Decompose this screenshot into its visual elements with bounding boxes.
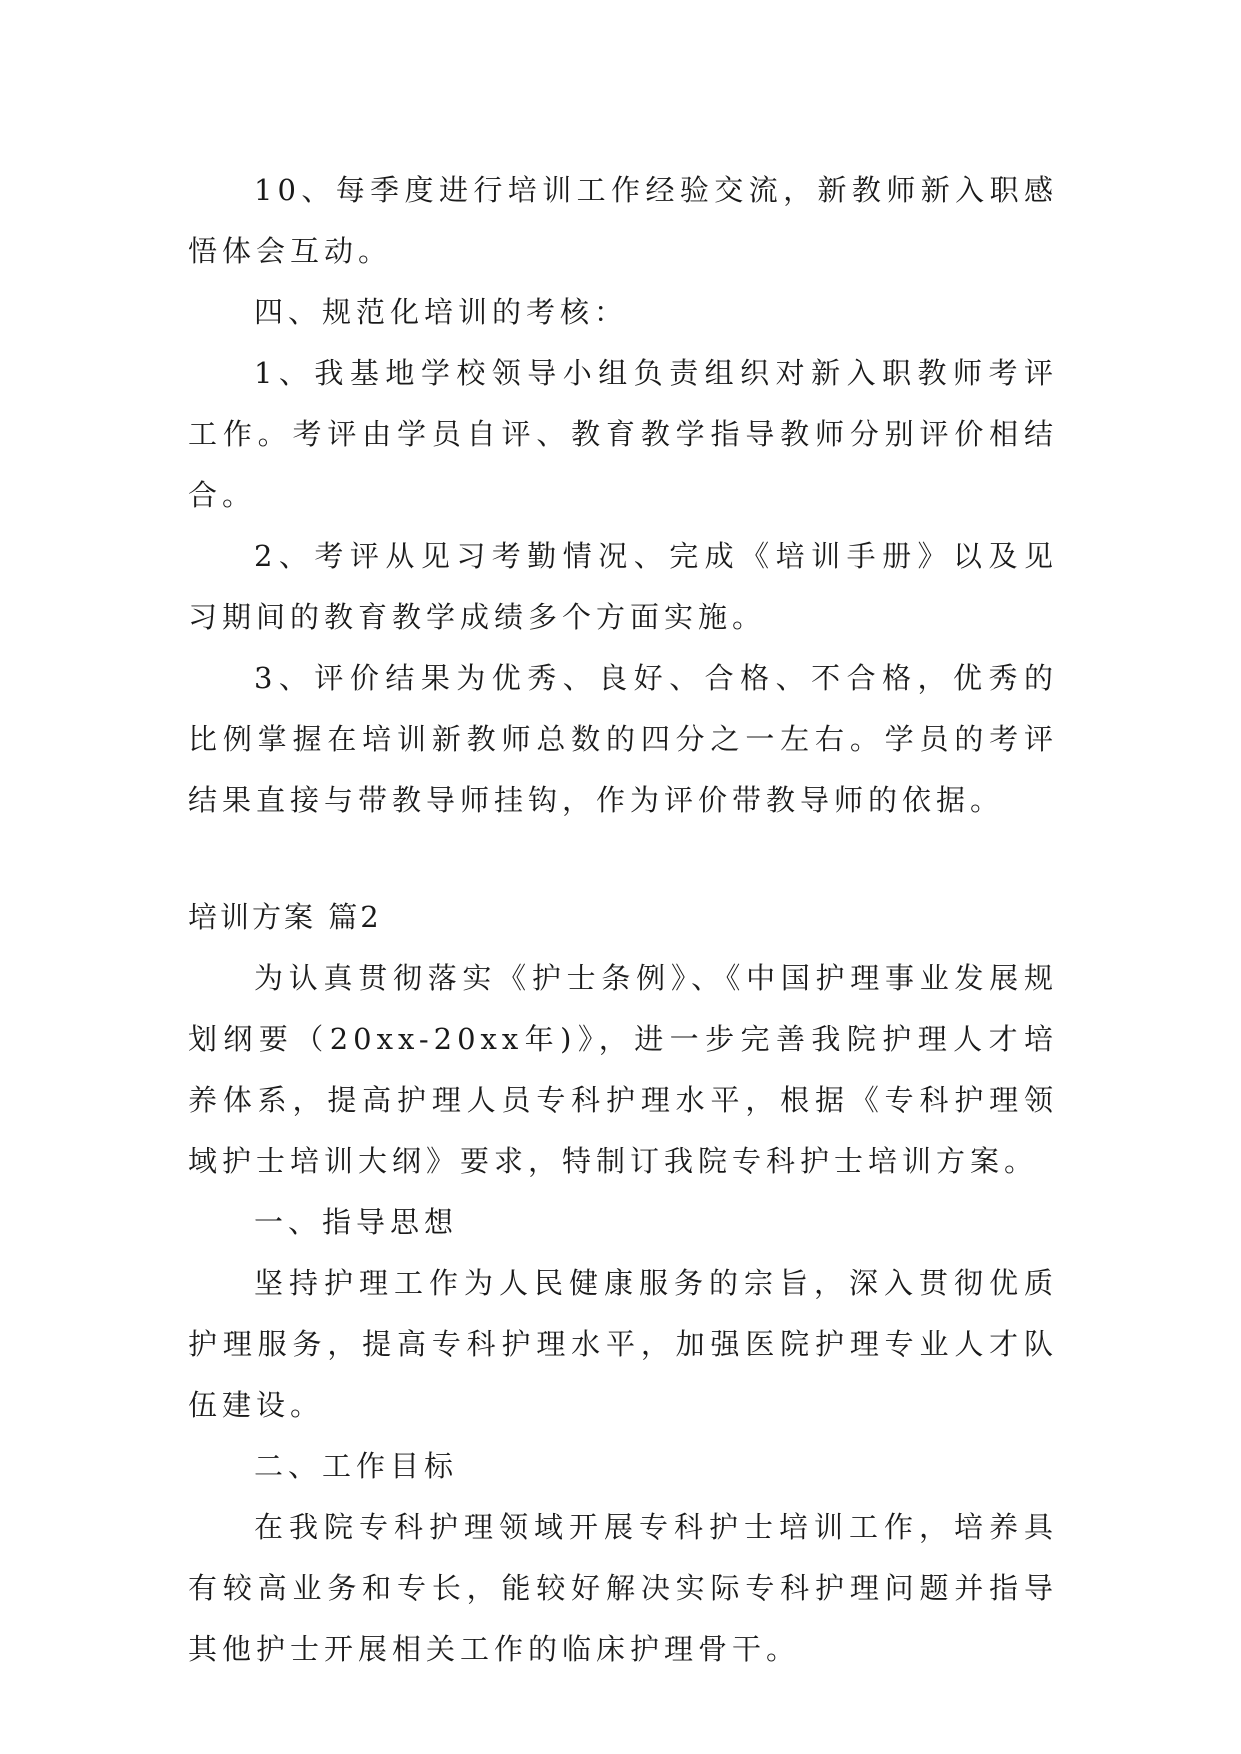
section-heading-work-goals: 二、工作目标: [254, 1449, 459, 1483]
document-body: [188, 160, 1058, 1680]
section-title: 培训方案 篇2: [188, 900, 382, 934]
paragraph-item-10: 10、每季度进行培训工作经验交流，新教师新入职感悟体会互动。: [188, 173, 1058, 268]
guiding-ideology-paragraph: 坚持护理工作为人民健康服务的宗旨，深入贯彻优质护理服务，提高专科护理水平，加强医院护理专业人才队伍建设。: [188, 1266, 1058, 1422]
work-goals-paragraph: 在我院专科护理领域开展专科护士培训工作，培养具有较高业务和专长，能较好解决实际专科护理问题并指导其他护士开展相关工作的临床护理骨干。: [188, 1510, 1058, 1666]
intro-paragraph: 为认真贯彻落实《护士条例》、《中国护理事业发展规划纲要（20xx-20xx年)》，进一步完善我院护理人才培养体系，提高护理人员专科护理水平，根据《专科护理领域护士培训大纲》要求，特制订我院专科护士培训方案。: [188, 961, 1058, 1178]
paragraph-item-2: 2、考评从见习考勤情况、完成《培训手册》以及见习期间的教育教学成绩多个方面实施。: [188, 539, 1058, 634]
paragraph-item-1: 1、我基地学校领导小组负责组织对新入职教师考评工作。考评由学员自评、教育教学指导教师分别评价相结合。: [188, 356, 1058, 512]
section-heading-assessment: 四、规范化培训的考核：: [254, 295, 629, 329]
section-heading-guiding-ideology: 一、指导思想: [254, 1205, 459, 1239]
section-spacer: [188, 831, 1058, 887]
paragraph-item-3: 3、评价结果为优秀、良好、合格、不合格，优秀的比例掌握在培训新教师总数的四分之一左右。学员的考评结果直接与带教导师挂钩，作为评价带教导师的依据。: [188, 661, 1058, 817]
